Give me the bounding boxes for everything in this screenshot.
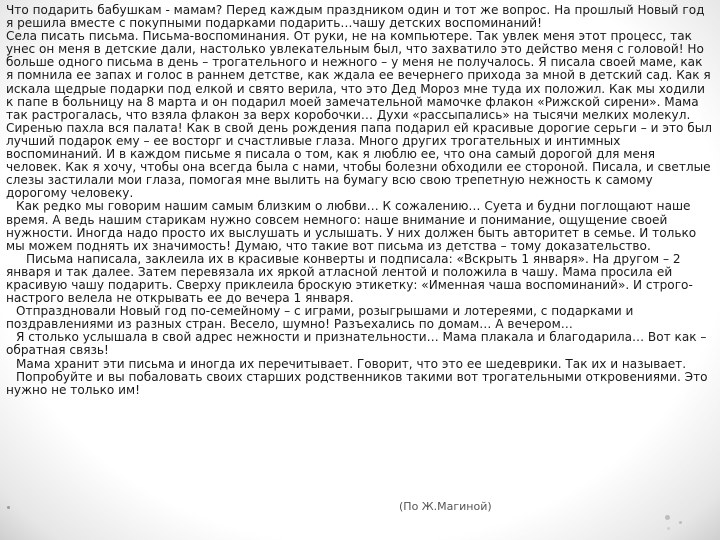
paragraph-3: Как редко мы говорим нашим самым близким о любви… К сожалению… Суета и будни поглощают наше время. А ведь нашим старикам нужно совсем немного: наше внимание и понимание, ощущение своей нужности. Иногда надо просто их выслушать и услышать. У них должен быть авторитет в семье. И только мы можем поднять их значимость! Думаю, что такие вот письма из детства – тому доказательство. — [6, 199, 697, 253]
paragraph-8: Попробуйте и вы побаловать своих старших родственников такими вот трогательными откровениями. Это нужно не только им! — [6, 369, 708, 397]
paragraph-5: Отпраздновали Новый год по-семейному – с играми, розыгрышами и лотереями, с подарками и поздравлениями из разных стран. Весело, шумно! Разъехались по домам… А вечером… — [6, 304, 634, 332]
paragraph-4: Письма написала, заклеила их в красивые конверты и подписала: «Вскрыть 1 января». На другом – 2 января и так далее. Затем перевязала их яркой атласной лентой и положила в чашу. Мама просила ей красивую чашу подарить. Сверху приклеила броскую этикетку: «Именная чаша воспоминаний». И строго-настрого велела не открывать ее до вечера 1 января. — [6, 251, 693, 306]
decorative-dot-icon — [665, 515, 670, 520]
decorative-dot-icon — [667, 527, 670, 530]
decorative-dot-icon — [679, 521, 682, 524]
paragraph-2: Села писать письма. Письма-воспоминания. От руки, не на компьютере. Так увлек меня этот процесс, так унес он меня в детские дали, настолько увлекательным был, что захватило это действо меня с головой! Но больше одного письма в день – трогательного и нежного – у меня не получалось. Я писала своей маме, как я помнила ее запах и голос в раннем детстве, как ждала ее вечернего прихода за мной в детский сад. Как я искала щедрые подарки под елкой и свято верила, что это Дед Мороз мне туда их положил. Как мы ходили к папе в больницу на 8 марта и он подарил моей замечательной мамочке флакон «Рижской сирени». Мама так растрогалась, что взяла флакон за верх коробочки… Духи «рассыпались» на тысячи мелких молекул. Сиренью пахла вся палата! Как в свой день рождения папа подарил ей красивые дорогие серьги – и это был лучший подарок ему – ее восторг и счастливые глаза. Много других трогательных и интимных воспоминаний. И в каждом письме я писала о том, как я люблю ее, что она самый дорогой для меня человек. Как я хочу, чтобы она всегда была с нами, чтобы болезни обходили ее стороной. Писала, и светлые слезы застилали мои глаза, помогая мне вылить на бумагу всю свою трепетную нежность к самому дорогому человеку. — [6, 29, 713, 201]
paragraph-6: Я столько услышала в свой адрес нежности и признательности… Мама плакала и благодарила… Вот как – обратная связь! — [6, 330, 707, 358]
document-body — [6, 4, 712, 397]
paragraph-7: Мама хранит эти письма и иногда их перечитывает. Говорит, что это ее шедеврики. Так их и называет. — [16, 356, 687, 371]
bullet-dot-icon — [7, 506, 10, 509]
paragraph-1: Что подарить бабушкам - мамам? Перед каждым праздником один и тот же вопрос. На прошлый Новый год я решила вместе с покупными подарками подарить…чашу детских воспоминаний! — [6, 3, 705, 31]
source-attribution: (По Ж.Магиной) — [399, 500, 492, 513]
